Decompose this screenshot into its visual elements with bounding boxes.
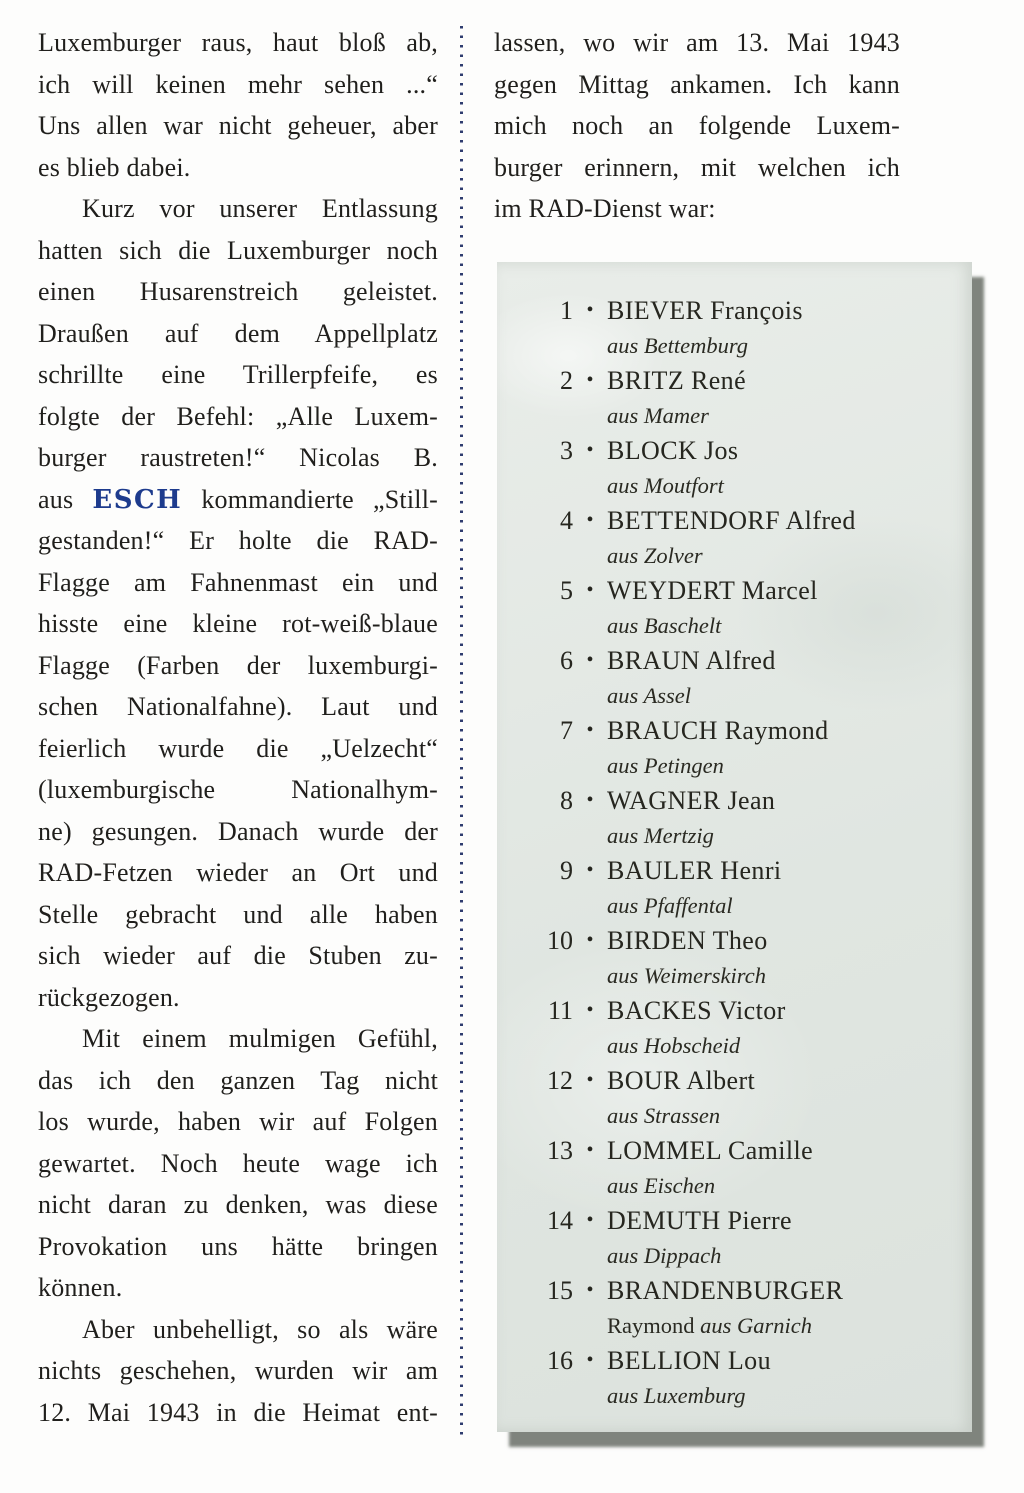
roster-item: [497, 433, 972, 503]
bullet-icon: •: [586, 859, 594, 881]
roster-item-name: BAULER Henri: [607, 856, 782, 885]
bullet-icon: •: [586, 299, 594, 321]
text-line: Flagge am Fahnenmast ein und: [38, 567, 438, 597]
roster-item-origin: [607, 818, 972, 853]
roster-item-origin: [607, 1308, 972, 1343]
text-line: Flagge (Farben der luxemburgi-: [38, 650, 438, 680]
text-line: Stelle gebracht und alle haben: [38, 899, 438, 929]
bullet-icon: •: [586, 1139, 594, 1161]
text-line: burger erinnern, mit welchen ich: [494, 152, 900, 182]
roster-item-name: WEYDERT Marcel: [607, 576, 818, 605]
text-line: RAD-Fetzen wieder an Ort und: [38, 858, 438, 887]
roster-item-number: 13: [547, 1136, 573, 1165]
roster-item-origin: [607, 1238, 972, 1273]
text-line: es blieb dabei.: [38, 152, 191, 182]
origin-place: aus Mertzig: [607, 823, 714, 848]
bullet-icon: •: [586, 439, 594, 461]
roster-item-name: BLOCK Jos: [607, 436, 739, 465]
text-line: (luxemburgische Nationalhym-: [38, 775, 438, 804]
roster-item-number: 9: [560, 856, 573, 885]
roster-item-number: 2: [560, 366, 573, 395]
roster-item-number: 10: [547, 926, 573, 955]
roster-panel: [497, 262, 972, 1432]
roster-item-origin: [607, 538, 972, 573]
roster-item: [497, 503, 972, 573]
bullet-icon: •: [586, 789, 594, 811]
origin-place: aus Luxemburg: [607, 1383, 746, 1408]
roster-item: [497, 363, 972, 433]
roster-item-origin: [607, 1028, 972, 1063]
roster-item-number: 6: [560, 646, 573, 675]
text-line: los wurde, haben wir auf Folgen: [38, 1107, 438, 1136]
origin-place: aus Pfaffental: [607, 893, 733, 918]
text-line: können.: [38, 1273, 123, 1302]
roster-item-origin: [607, 958, 972, 993]
text-line: hatten sich die Luxemburger noch: [38, 235, 438, 265]
text-segment: kommandierte „Still-: [182, 484, 438, 514]
roster-item-name: BRANDENBURGER: [607, 1276, 844, 1305]
text-line: burger raustreten!“ Nicolas B.: [38, 443, 438, 472]
roster-item-name: BRITZ René: [607, 366, 747, 395]
origin-place: aus Petingen: [607, 753, 724, 778]
text-line-with-highlight: [38, 479, 438, 521]
roster-item-origin: [607, 678, 972, 713]
text-line: Kurz vor unserer Entlassung: [82, 194, 438, 223]
roster-item-number: 12: [547, 1066, 573, 1095]
roster-item-origin: [607, 328, 972, 363]
roster-item: [497, 713, 972, 783]
roster-item-name: BELLION Lou: [607, 1346, 771, 1375]
roster-item-origin: [607, 1378, 972, 1413]
roster-item-name: BOUR Albert: [607, 1066, 756, 1095]
text-line: im RAD-Dienst war:: [494, 194, 716, 223]
text-line: nicht daran zu denken, was diese: [38, 1190, 438, 1219]
bullet-icon: •: [586, 1349, 594, 1371]
origin-place: aus Eischen: [607, 1173, 716, 1198]
roster-item-number: 1: [560, 296, 573, 325]
column-divider-dotted: [460, 26, 463, 1436]
origin-place: aus Mamer: [607, 403, 709, 428]
roster-item-number: 14: [547, 1206, 573, 1235]
text-line: Draußen auf dem Appellplatz: [38, 318, 438, 348]
roster-item-name: BIRDEN Theo: [607, 926, 768, 955]
origin-place: aus Zolver: [607, 543, 703, 568]
text-line: gewartet. Noch heute wage ich: [38, 1148, 438, 1178]
roster-item: [497, 293, 972, 363]
text-line: schen Nationalfahne). Laut und: [38, 692, 438, 721]
roster-item-name: BRAUN Alfred: [607, 646, 776, 675]
roster-item: [497, 1063, 972, 1133]
bullet-icon: •: [586, 929, 594, 951]
text-line: ne) gesungen. Danach wurde der: [38, 816, 438, 846]
roster-item-number: 7: [560, 716, 573, 745]
bullet-icon: •: [586, 1209, 594, 1231]
origin-place: aus Garnich: [700, 1313, 812, 1338]
origin-place: aus Dippach: [607, 1243, 722, 1268]
text-line: 12. Mai 1943 in die Heimat ent-: [38, 1397, 438, 1427]
roster-item-number: 3: [560, 436, 573, 465]
bullet-icon: •: [586, 719, 594, 741]
text-line: rückgezogen.: [38, 982, 180, 1012]
roster-item-name: BETTENDORF Alfred: [607, 506, 856, 535]
text-line: lassen, wo wir am 13. Mai 1943: [494, 28, 900, 57]
roster-item: [497, 1273, 972, 1343]
text-line: feierlich wurde die „Uelzecht“: [38, 733, 438, 763]
roster-item-number: 4: [560, 506, 573, 535]
roster-item-origin: [607, 468, 972, 503]
text-line: folgte der Befehl: „Alle Luxem-: [38, 401, 438, 431]
roster-item-origin: [607, 748, 972, 783]
roster-item: [497, 853, 972, 923]
roster-item: [497, 643, 972, 713]
text-line: das ich den ganzen Tag nicht: [38, 1065, 438, 1095]
origin-place: aus Strassen: [607, 1103, 721, 1128]
text-line: Mit einem mulmigen Gefühl,: [82, 1024, 438, 1053]
text-line: hisste eine kleine rot-weiß-blaue: [38, 609, 438, 638]
roster-item-name: WAGNER Jean: [607, 786, 776, 815]
roster-item-number: 5: [560, 576, 573, 605]
roster-item-number: 15: [547, 1276, 573, 1305]
roster-item-number: 8: [560, 786, 573, 815]
roster-item-name: LOMMEL Camille: [607, 1136, 814, 1165]
roster-list: [497, 262, 972, 1413]
roster-item-origin: [607, 888, 972, 923]
origin-place: aus Weimerskirch: [607, 963, 766, 988]
roster-item: [497, 1203, 972, 1273]
origin-place: aus Moutfort: [607, 473, 724, 498]
bullet-icon: •: [586, 579, 594, 601]
text-line: einen Husarenstreich geleistet.: [38, 277, 438, 306]
bullet-icon: •: [586, 509, 594, 531]
text-line: Uns allen war nicht geheuer, aber: [38, 111, 438, 140]
roster-item-name: BIEVER François: [607, 296, 803, 325]
origin-place: aus Assel: [607, 683, 691, 708]
roster-item-number: 16: [547, 1346, 573, 1375]
text-line: schrillte eine Trillerpfeife, es: [38, 360, 438, 389]
roster-item: [497, 1133, 972, 1203]
origin-place: aus Hobscheid: [607, 1033, 741, 1058]
roster-item: [497, 1343, 972, 1413]
text-line: mich noch an folgende Luxem-: [494, 111, 900, 140]
text-line: Aber unbehelligt, so als wäre: [82, 1314, 438, 1344]
bullet-icon: •: [586, 1069, 594, 1091]
roster-item: [497, 993, 972, 1063]
bullet-icon: •: [586, 649, 594, 671]
roster-item-name: DEMUTH Pierre: [607, 1206, 792, 1235]
bullet-icon: •: [586, 369, 594, 391]
text-line: sich wieder auf die Stuben zu-: [38, 941, 438, 970]
bullet-icon: •: [586, 999, 594, 1021]
origin-prefix: Raymond: [607, 1313, 701, 1338]
origin-place: aus Baschelt: [607, 613, 722, 638]
text-line: Luxemburger raus, haut bloß ab,: [38, 28, 438, 57]
esch-place-highlight: ESCH: [92, 484, 183, 515]
right-text-column: [494, 22, 900, 230]
roster-item-origin: [607, 608, 972, 643]
text-line: Provokation uns hätte bringen: [38, 1231, 438, 1261]
left-text-column: [38, 22, 438, 1433]
roster-item-origin: [607, 1098, 972, 1133]
roster-item-name: BACKES Victor: [607, 996, 786, 1025]
roster-item-origin: [607, 1168, 972, 1203]
origin-place: aus Bettemburg: [607, 333, 749, 358]
text-line: nichts geschehen, wurden wir am: [38, 1356, 438, 1385]
roster-item-number: 11: [547, 996, 573, 1025]
roster-item-origin: [607, 398, 972, 433]
text-line: gegen Mittag ankamen. Ich kann: [494, 69, 900, 99]
roster-item: [497, 573, 972, 643]
text-line: ich will keinen mehr sehen ...“: [38, 69, 438, 99]
bullet-icon: •: [586, 1279, 594, 1301]
roster-item: [497, 923, 972, 993]
roster-item: [497, 783, 972, 853]
roster-item-name: BRAUCH Raymond: [607, 716, 829, 745]
text-line: gestanden!“ Er holte die RAD-: [38, 526, 438, 555]
text-segment: aus: [38, 484, 93, 514]
